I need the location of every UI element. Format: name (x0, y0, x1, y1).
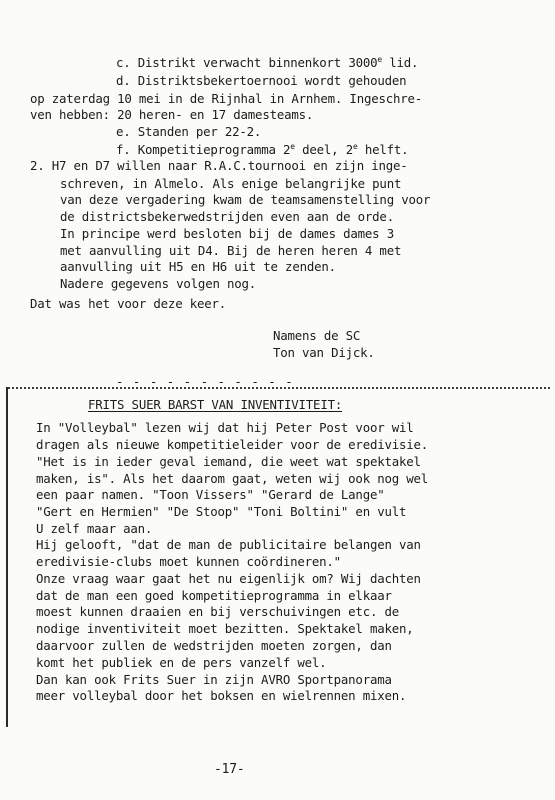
article-line: moest kunnen draaien en bij verschuivingen etc. de (36, 604, 399, 619)
article-line: U zelf maar aan. (36, 521, 153, 536)
article-line: Onze vraag waar gaat het nu eigenlijk om? Wij dachten (36, 571, 421, 586)
article-line: "Het is in ieder geval iemand, die weet wat spektakel (36, 454, 421, 469)
article-line: daarvoor zullen de wedstrijden moeten zorgen, dan (36, 638, 392, 653)
text-line: c. Distrikt verwacht binnenkort 3000e lid. (116, 55, 419, 70)
text-line: op zaterdag 10 mei in de Rijnhal in Arnhem. Ingeschre- (30, 91, 423, 106)
text-line: Dat was het voor deze keer. (30, 296, 227, 311)
text-line: d. Distriktsbekertoernooi wordt gehouden (116, 73, 407, 88)
article-line: dragen als nieuwe kompetitieleider voor de eredivisie. (36, 437, 429, 452)
text-line: aanvulling uit H5 en H6 uit te zenden. (60, 259, 336, 274)
text-line: de districtsbekerwedstrijden even aan de orde. (60, 209, 394, 224)
article-border-left (6, 387, 8, 727)
text-line: met aanvulling uit D4. Bij de heren heren 4 met (60, 243, 402, 258)
text-line: 2. H7 en D7 willen naar R.A.C.tournooi en zijn inge- (30, 158, 408, 173)
article-line: In "Volleybal" lezen wij dat hij Peter Post voor wil (36, 420, 414, 435)
article-line: Hij gelooft, "dat de man de publicitaire belangen van (36, 537, 421, 552)
signature-line: Namens de SC (273, 328, 361, 343)
dash-separator: - - - - - - - - - - - (116, 374, 294, 389)
article-title: FRITS SUER BARST VAN INVENTIVITEIT: (88, 397, 343, 412)
text-line: schreven, in Almelo. Als enige belangrijke punt (60, 176, 402, 191)
text-line: f. Kompetitieprogramma 2e deel, 2e helft. (116, 142, 409, 157)
article-line: meer volleybal door het boksen en wielrennen mixen. (36, 688, 407, 703)
article-line: "Gert en Hermien" "De Stoop" "Toni Boltini" en vult (36, 504, 407, 519)
text-line: ven hebben: 20 heren- en 17 damesteams. (30, 107, 314, 122)
text-line: e. Standen per 22-2. (116, 124, 262, 139)
article-line: komt het publiek en de pers vanzelf wel. (36, 655, 327, 670)
article-line: nodige inventiviteit moet bezitten. Spektakel maken, (36, 621, 414, 636)
article-line: dat de man een goed kompetitieprogramma in elkaar (36, 588, 392, 603)
signature-name: Ton van Dijck. (273, 345, 375, 360)
article-line: Dan kan ook Frits Suer in zijn AVRO Sportpanorama (36, 672, 392, 687)
text-line: van deze vergadering kwam de teamsamenstelling voor (60, 192, 431, 207)
article-line: eredivisie-clubs moet kunnen coördineren." (36, 554, 341, 569)
text-line: Nadere gegevens volgen nog. (60, 276, 257, 291)
article-line: maken, is". Als het daarom gaat, weten wij ook nog wel (36, 471, 429, 486)
text-line: In principe werd besloten bij de dames dames 3 (60, 226, 394, 241)
article-line: een paar namen. "Toon Vissers" "Gerard de Lange" (36, 487, 385, 502)
article-border-top (8, 387, 550, 389)
page-number: -17- (214, 762, 245, 777)
